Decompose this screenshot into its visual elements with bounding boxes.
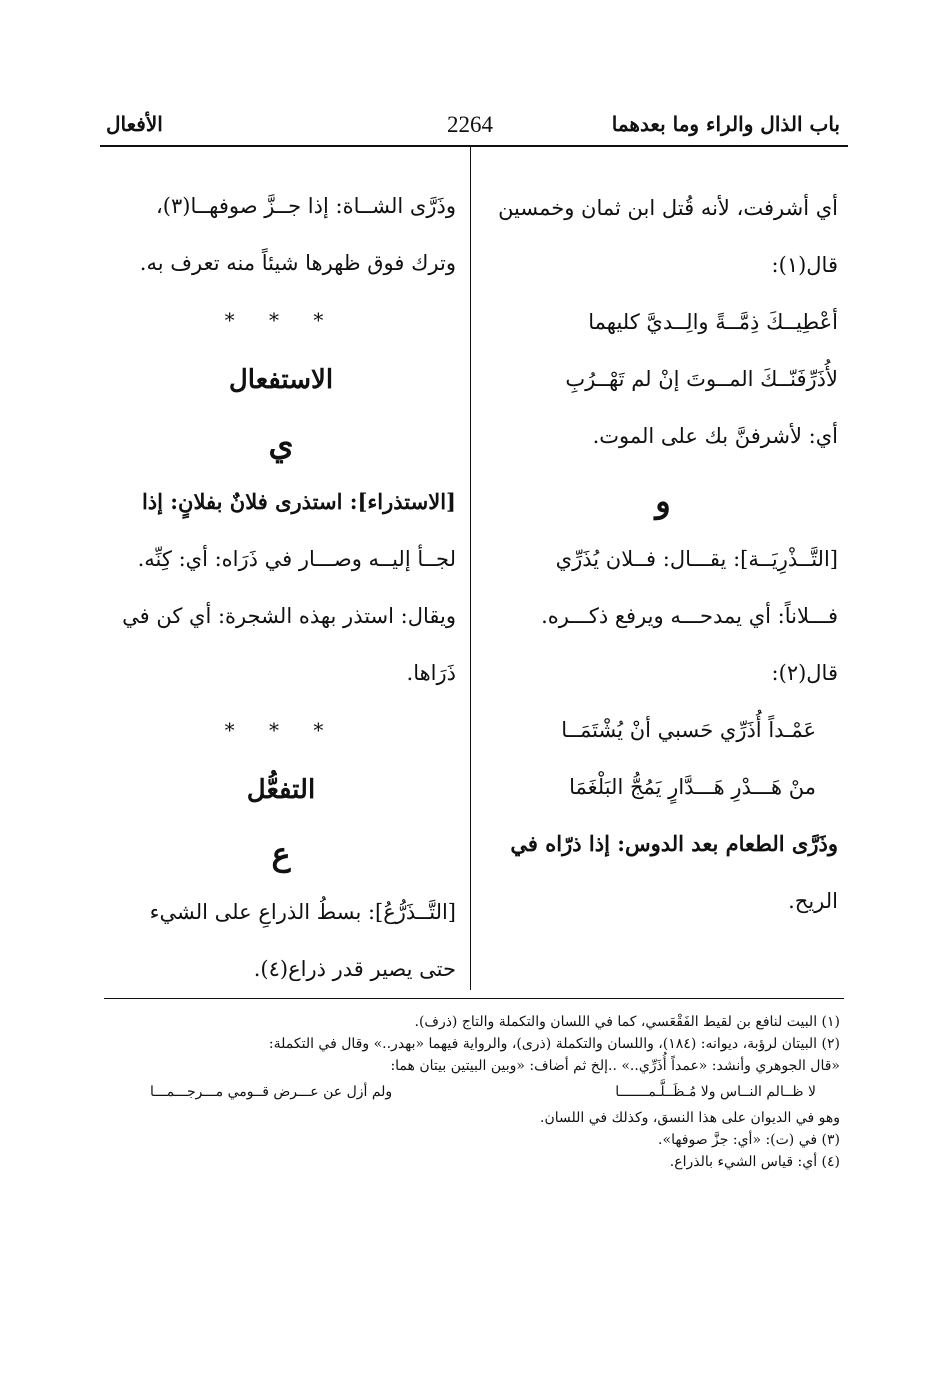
text-line: أي أشرفت، لأنه قُتل ابن ثمان وخمسين xyxy=(498,196,838,220)
text-line: وذَرَّى الشــاة: إذا جــزَّ صوفهــا(٣)، xyxy=(156,194,456,218)
verse-line: لأُذَرِّفَنّــكَ المــوتَ إنْ لم تَهْــرُبِ xyxy=(565,367,838,391)
footnote-rule xyxy=(104,998,844,999)
text-line: أي: لأشرفنَّ بك على الموت. xyxy=(592,424,838,448)
text-line: ويقال: استذر بهذه الشجرة: أي كن في xyxy=(122,604,456,628)
entry-line: [الاستذراء]: استذرى فلانٌ بفلانٍ: إذا xyxy=(141,489,456,514)
section-letter: ع xyxy=(271,835,291,873)
right-column xyxy=(488,188,838,938)
footnotes xyxy=(110,1012,840,1174)
verse-line: عَمْـداً أُذَرِّي حَسبي أنْ يُشْتَمَــا xyxy=(561,718,816,742)
footnote-4: (٤) أي: قياس الشيء بالذراع. xyxy=(669,1154,840,1170)
footnote-2: (٢) البيتان لرؤبة، ديوانه: (١٨٤)، واللسان والتكملة (ذرى)، والرواية فيهما «بهدر..» وقال في التكملة: xyxy=(268,1036,840,1052)
text-line: قال(١): xyxy=(771,253,838,277)
section-letter: و xyxy=(655,482,671,520)
section-heading: التفعُّل xyxy=(246,775,316,805)
verse-hemistich-right: لا ظــالم النــاس ولا مُـظَــلَّـمـــــــا xyxy=(615,1084,816,1100)
entry-line: [التَّــذْرِيَــة]: يقـــال: فــلان يُذَرِّي xyxy=(555,547,838,571)
section-separator: * * * xyxy=(224,308,338,332)
text-line: ذَرَاها. xyxy=(406,661,456,685)
footnote-verse xyxy=(110,1078,840,1108)
verse-line: أعْطِيــكَ ذِمَّــةً والِــديَّ كليهما xyxy=(588,310,838,334)
column-divider xyxy=(470,147,471,990)
text-line: حتى يصير قدر ذراع(٤). xyxy=(253,957,456,981)
section-letter: ي xyxy=(268,425,294,463)
text-line: قال(٢): xyxy=(771,661,838,685)
text-line: الريح. xyxy=(788,889,838,913)
page-number: 2264 xyxy=(447,112,493,137)
footnote-3: (٣) في (ت): «أي: جزَّ صوفها». xyxy=(658,1132,840,1148)
verse-line: منْ هَـــدْرِ هَـــدَّارٍ يَمُجُّ البَلْغَمَا xyxy=(569,775,816,799)
text-line: فـــلاناً: أي يمدحـــه ويرفع ذكـــره. xyxy=(541,604,838,628)
entry-line: [التَّــذَرُّعُ]: بسطُ الذراعِ على الشيء xyxy=(149,900,456,924)
verse-hemistich-left: ولم أزل عن عـــرض قــومي مـــرجـــمـــا xyxy=(150,1084,393,1100)
text-line: وذَرَّى الطعام بعد الدوس: إذا ذرّاه في xyxy=(510,831,838,856)
footnote-2-end: وهو في الديوان على هذا النسق، وكذلك في اللسان. xyxy=(540,1110,840,1126)
text-line: وترك فوق ظهرها شيئاً منه تعرف به. xyxy=(139,251,456,275)
text-line: لجــأ إليــه وصـــار في ذَرَاه: أي: كِنِّه. xyxy=(137,547,456,571)
left-column xyxy=(106,186,456,1006)
footnote-2-cont: «قال الجوهري وأنشد: «عمداً أُذَرِّي..» ..إلخ ثم أضاف: «وبين البيتين بيتان هما: xyxy=(390,1058,840,1074)
chapter-title: باب الذال والراء وما بعدهما xyxy=(611,112,840,136)
header-rule xyxy=(100,145,848,147)
section-heading: الاستفعال xyxy=(228,365,334,395)
section-separator: * * * xyxy=(224,718,338,742)
footnote-1: (١) البيت لنافع بن لقيط الفَقْعَسي، كما في اللسان والتكملة والتاج (ذرف). xyxy=(414,1014,840,1030)
section-title: الأفعال xyxy=(106,112,163,136)
